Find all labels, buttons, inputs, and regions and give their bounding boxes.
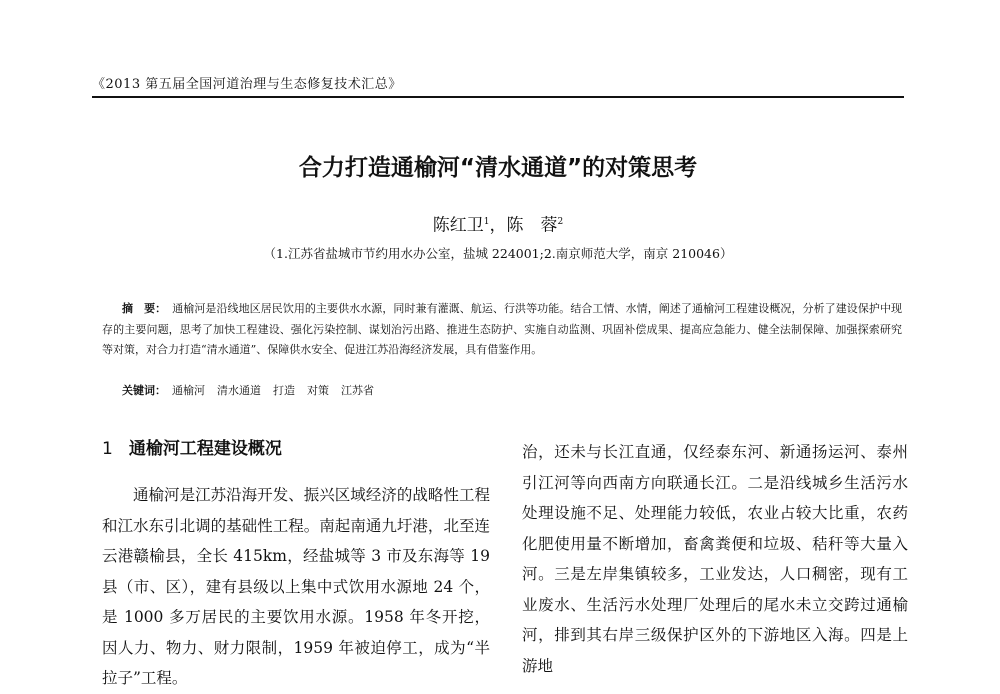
author-separator: ， bbox=[489, 215, 507, 236]
author-affiliation-mark: 1 bbox=[483, 217, 490, 227]
paper-title: 合力打造通榆河“清水通道”的对策思考 bbox=[298, 155, 698, 181]
keyword: 打造 bbox=[273, 384, 295, 397]
abstract bbox=[102, 299, 902, 361]
keywords bbox=[122, 382, 902, 400]
author-line bbox=[92, 210, 904, 238]
affiliation: （1.江苏省盐城市节约用水办公室，盐城 224001;2.南京师范大学，南京 210046） bbox=[263, 246, 733, 261]
body-column-left: 通榆河是江苏沿海开发、振兴区域经济的战略性工程和江水东引北调的基础性工程。南起南通九圩港，北至连云港赣榆县，全长 415km，经盐城等 3 市及东海等 19 县（市、区），建有县级以上集中式饮用水源地 24 个，是 1000 多万居民的主要饮用水源。1958 年冬开挖，因人力、物力、财力限制，1959 年被迫停工，成为“半拉子”工程。 bbox=[102, 486, 490, 687]
keyword: 江苏省 bbox=[341, 384, 374, 397]
abstract-text: 通榆河是沿线地区居民饮用的主要供水水源，同时兼有灌溉、航运、行洪等功能。结合工情、水情，阐述了通榆河工程建设概况，分析了建设保护中现存的主要问题，思考了加快工程建设、强化污染控制、谋划治污出路、推进生态防护、实施自动监测、巩固补偿成果、提高应急能力、健全法制保障、加强探索研究等对策，对合力打造“清水通道”、保障供水安全、促进江苏沿海经济发展，具有借鉴作用。 bbox=[102, 302, 902, 356]
author-name: 陈红卫 bbox=[432, 215, 484, 236]
running-header: 《2013 第五届全国河道治理与生态修复技术汇总》 bbox=[92, 77, 402, 92]
section-number: 1 bbox=[102, 439, 113, 459]
keyword: 清水通道 bbox=[217, 384, 261, 397]
body-column-right: 治，还未与长江直通，仅经泰东河、新通扬运河、泰州引江河等向西南方向联通长江。二是沿线城乡生活污水处理设施不足、处理能力较低，农业占较大比重，农药化肥使用量不断增加，畜禽粪便和垃圾、秸秆等大量入河。三是左岸集镇较多，工业发达，人口稠密，现有工业废水、生活污水处理厂处理后的尾水未立交跨过通榆河，排到其右岸三级保护区外的下游地区入海。四是上游地 bbox=[522, 443, 908, 675]
header-rule bbox=[92, 96, 904, 98]
author-affiliation-mark: 2 bbox=[557, 217, 564, 227]
keyword: 通榆河 bbox=[172, 384, 205, 397]
section-heading bbox=[102, 437, 502, 461]
author-name: 陈 蓉 bbox=[506, 215, 558, 236]
keywords-label: 关键词： bbox=[122, 384, 166, 397]
keyword: 对策 bbox=[307, 384, 329, 397]
abstract-label: 摘 要： bbox=[122, 302, 167, 315]
section-title: 通榆河工程建设概况 bbox=[128, 439, 282, 459]
